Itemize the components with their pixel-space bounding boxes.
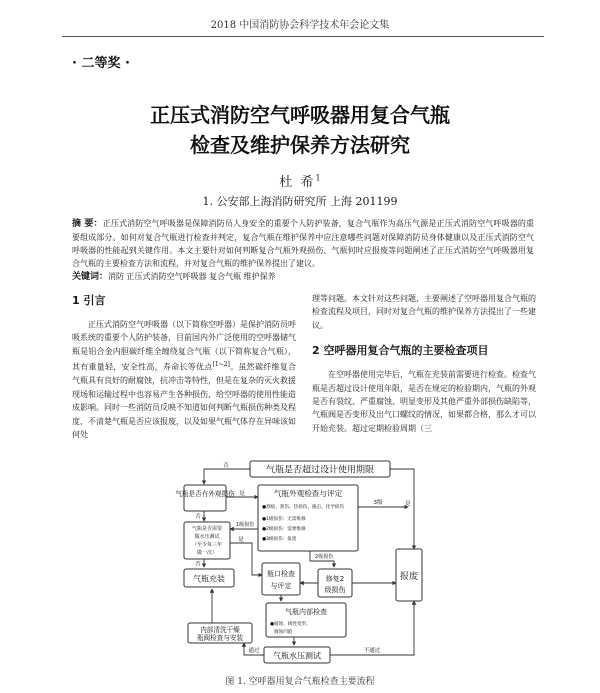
node-ext-inspect-bullet-3: ●2级损伤：需要维修 [262,527,306,532]
left-column [72,292,296,441]
abstract [72,217,534,270]
node-repair-line-1: 修复2 [325,575,345,583]
edge-label-no-damage: 否 [195,514,201,520]
flowchart-figure [175,457,424,669]
edge-label-grade3: 3级 [373,500,383,506]
node-deep-check-line-3: （至少每三年 [191,542,223,548]
node-ext-inspect-bullet-2: ●1级损伤：无需维修 [262,517,306,522]
node-internal-bullet-2: 腐蚀凹陷 [274,630,293,635]
keywords [72,271,534,283]
edge-label-yes-damage: 是 [239,491,245,497]
author-sup: 1 [315,173,321,183]
section2-heading: 2 空呼器用复合气瓶的主要检查项目 [312,344,489,358]
node-over-life: 气瓶是否超过设计使用期限 [265,465,375,476]
edge-label-grade2: 2级损伤 [314,554,334,560]
keywords-text: 消防 正压式消防空气呼吸器 复合气瓶 维护保养 [108,272,276,281]
node-ext-damage-box [184,485,226,511]
intro-heading: 1 引言 [72,294,106,307]
node-hydro: 气瓶水压测试 [273,651,321,661]
section2-paragraph: 在空呼器使用完毕后，气瓶在充装前需要进行检查。检查气瓶是否超过设计使用年限，是否在规定的检验期内，气瓶的外观是否有裂纹、严重腐蚀、明显变形及其他严重外部损伤缺陷等，气瓶阀是否变形及出气口螺纹的情况，如果都合格，那么才可以开始充装。超过定期检验周期（三 [312,370,536,433]
node-ext-inspect-title: 气瓶外观检查与评定 [273,489,343,498]
award-label: · 二等奖 · [72,56,130,71]
abstract-text: 正压式消防空气呼吸器是保障消防员人身安全的重要个人防护装备，复合气瓶作为高压气源是正压式消防空气呼吸器的重要组成部分。如何对复合气瓶进行检查并判定，复合气瓶在维护保养中应注意哪些问题对保障消防员身体健康以及正压式消防空气呼吸器的性能起到关键作用。本文主要针对如何判断复合气瓶外观损伤、气瓶何时应报废等问题阐述了正压式消防空气呼吸器用复合气瓶的主要检查方法和流程，并对复合气瓶的维护保养提出了建议。 [72,219,534,268]
node-deep-check-line-4: 做一次） [196,550,218,556]
title-line-2: 检查及维护保养方法研究 [190,133,410,157]
node-cleaning-line-2: 瓶阀检查与安装 [196,634,244,642]
edge-label-grade1: 1级损伤 [235,522,255,528]
intro-citation: [1~2] [212,361,230,369]
node-deep-check-line-2: 做水压测试 [194,534,220,540]
running-head: 2018 中国消防协会科学技术年会论文集 [210,20,390,31]
node-internal-title: 气瓶内部检查 [285,608,327,616]
intro-continued: 理等问题。本文针对这些问题，主要阐述了空呼器用复合气瓶的检查流程及项目，同时对复合气瓶的维护保养方法提出了一些建议。 [312,294,536,330]
header-rule [62,36,544,37]
affiliation: 1. 公安部上海消防研究所 上海 201199 [202,195,398,208]
keywords-label: 关键词： [72,272,109,282]
paper-title [0,100,600,160]
edge-over-life-no [204,469,250,484]
node-ext-inspect-bullet-4: ●3级损伤：报废 [262,537,297,542]
edge-label-no-deep: 否 [195,561,201,568]
node-scrap: 报废 [399,572,419,582]
node-fill: 气瓶充装 [193,574,225,584]
edge-label-pass: 通过 [248,648,260,654]
author-name: 杜 希 [279,175,316,190]
node-cleaning-line-1: 内部清洗干燥 [200,626,240,634]
node-valve-line-2: 与评定 [270,582,292,590]
abstract-label: 摘 要： [72,219,103,229]
flowchart [175,457,424,669]
intro-text-2: 。虽然碳纤维复合气瓶具有良好的耐腐蚀，抗冲击等特性，但是在复杂的灭火救援现场和运输过程中也容易产生各种损伤，给空呼器的使用性能造成影响。同时一些消防员反映不知道如何判断气瓶损伤种类及程度，不清楚气瓶是否应该报废，以及如果气瓶气体存在异味该如何处 [72,362,297,439]
edge-label-yes-top: 是 [405,501,411,507]
figure-caption: 图 1. 空呼器用复合气瓶检查主要流程 [225,677,375,687]
author [0,171,600,190]
node-internal-bullet-1: ●腐蚀、线性变形、 [270,622,311,627]
node-ext-inspect-bullet-1: ●割痕、刮伤、热损伤、撞击、化学损伤 [262,505,345,510]
node-deep-check-line-1: 气瓶是否需要 [191,526,223,532]
intro-text: 正压式消防空气呼吸器（以下简称空呼器）是保护消防员呼吸系统的重要个人防护装备，目前国内外广泛使用的空呼器储气瓶是铝合金内胆碳纤维全缠绕复合气瓶（以下简称复合气瓶），其有重量轻，安全性高，寿命长等优点 [72,320,296,372]
edge-label-fail: 不通过 [363,648,381,654]
node-valve-box [262,563,300,595]
title-line-1: 正压式消防空气呼吸器用复合气瓶 [150,103,450,127]
edge-label-yes-deep: 是 [238,537,244,543]
node-repair-line-2: 级损伤 [324,586,346,594]
edge-over-life-yes [390,469,414,549]
node-valve-line-1: 瓶口检查 [267,570,295,578]
intro-paragraph [72,318,296,441]
node-ext-damage: 气瓶是否有外观损伤 [175,490,235,498]
edge-label-no-top: 否 [223,463,229,469]
right-column [312,292,536,435]
